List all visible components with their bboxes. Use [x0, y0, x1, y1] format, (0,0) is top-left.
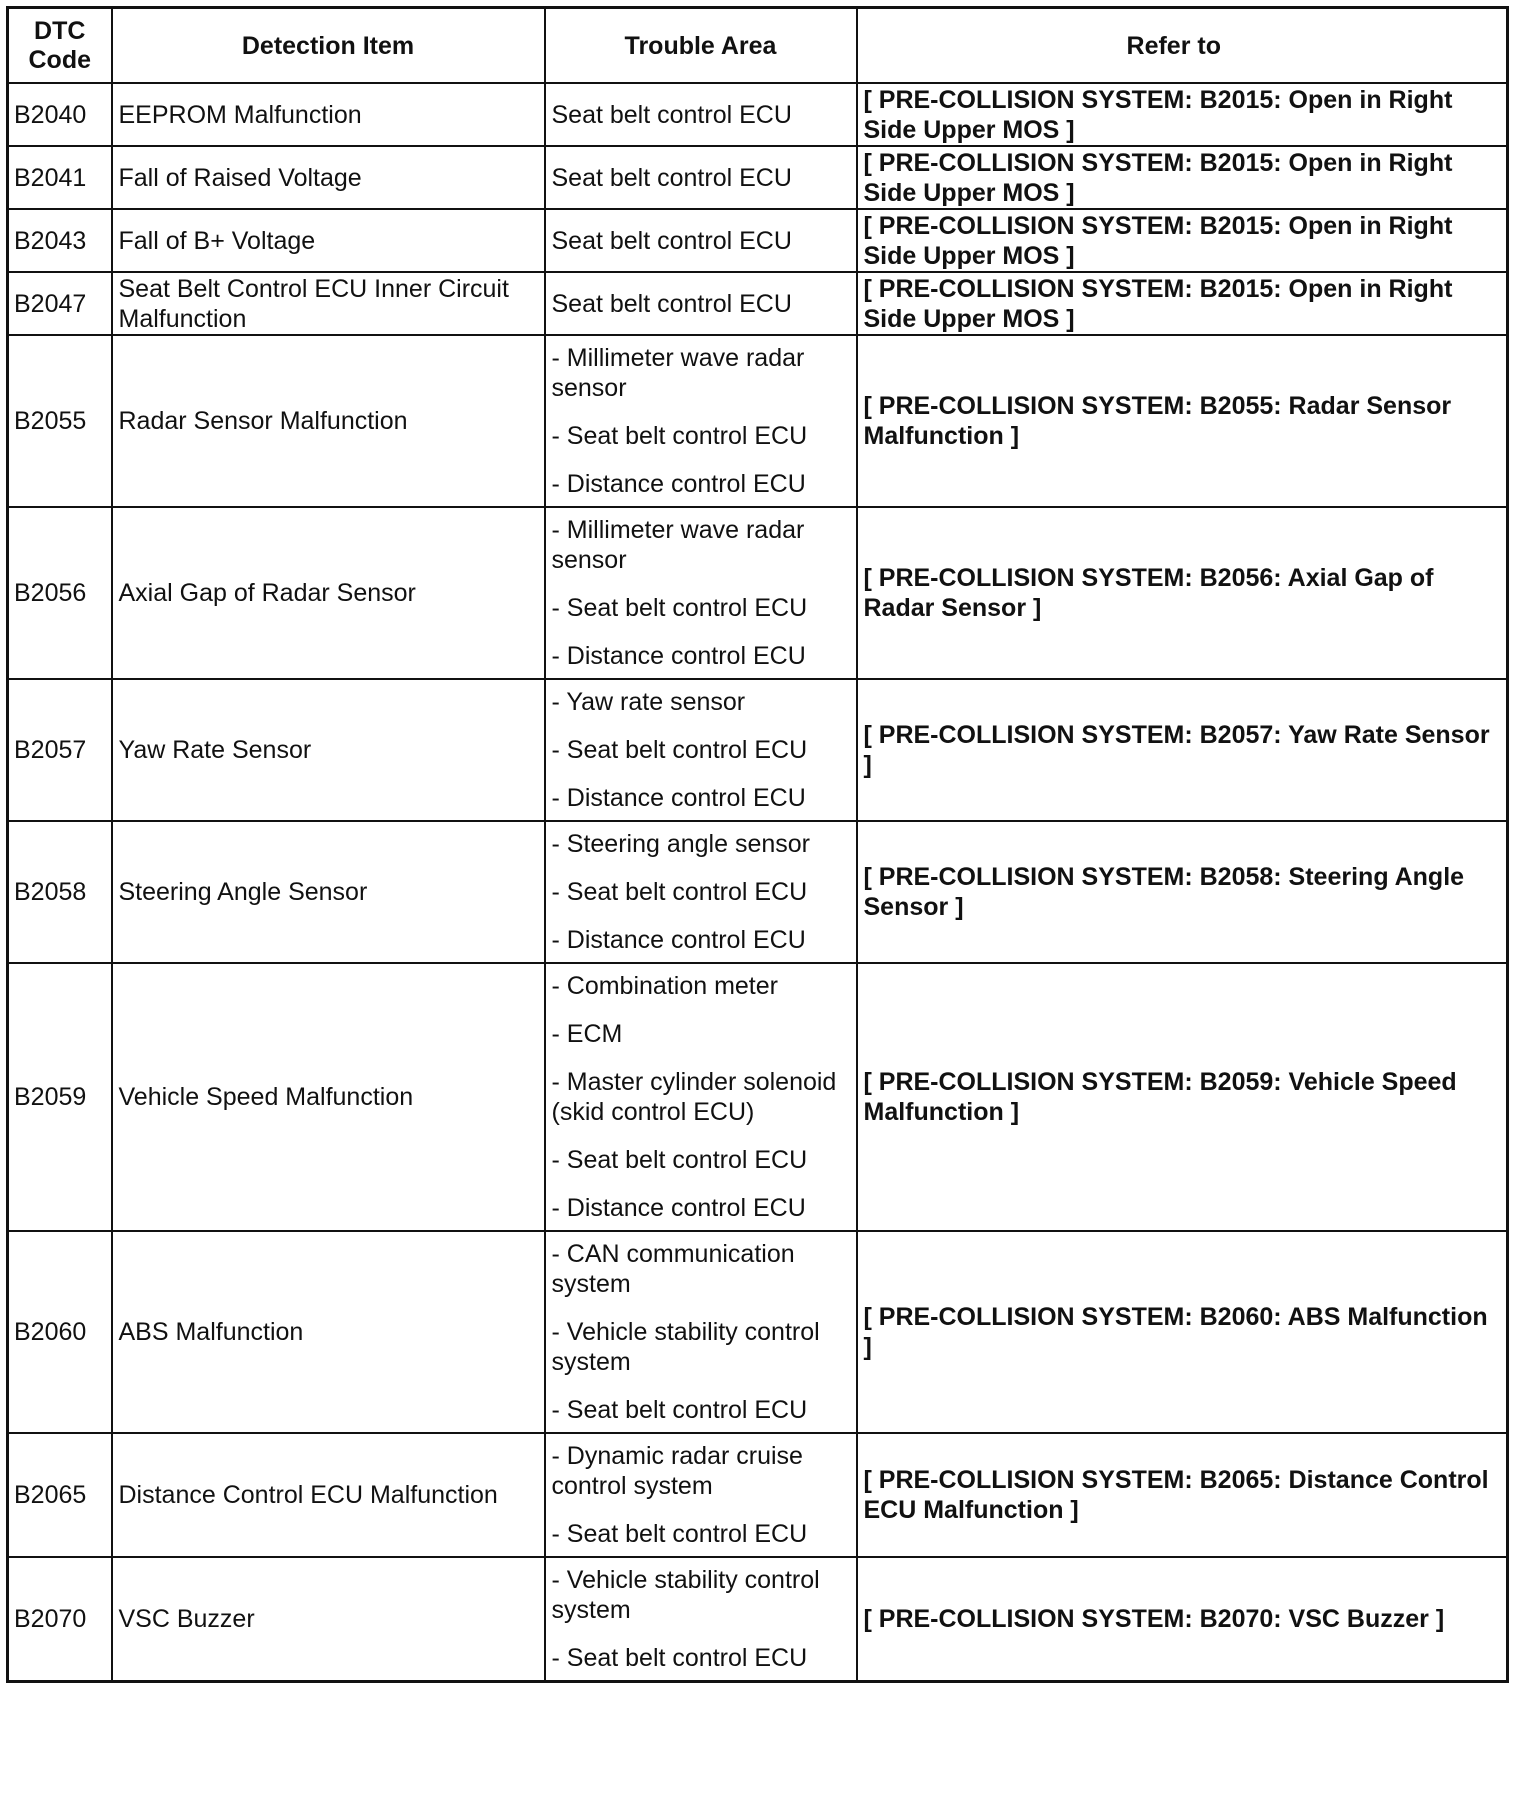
- trouble-area-item: - Seat belt control ECU: [551, 1146, 808, 1174]
- header-refer-to-label: Refer to: [1126, 31, 1221, 60]
- trouble-area-cell: [545, 146, 857, 209]
- trouble-area-item: - Seat belt control ECU: [551, 422, 808, 450]
- trouble-area-item: - CAN communication system: [551, 1240, 795, 1298]
- table-row: [8, 146, 1508, 209]
- trouble-area-cell: [545, 83, 857, 146]
- trouble-area-cell: [545, 821, 857, 963]
- refer-to-link[interactable]: [ PRE-COLLISION SYSTEM: B2056: Axial Gap of Radar Sensor ]: [857, 507, 1508, 679]
- trouble-area-item: - Master cylinder solenoid (skid control ECU): [551, 1068, 837, 1126]
- trouble-area-list: [552, 822, 850, 962]
- detection-item-cell: Vehicle Speed Malfunction: [112, 963, 545, 1231]
- trouble-area-item: - Seat belt control ECU: [551, 878, 808, 906]
- table-row: [8, 209, 1508, 272]
- trouble-area-item: - Seat belt control ECU: [551, 1396, 808, 1424]
- trouble-area-item: - Dynamic radar cruise control system: [551, 1442, 803, 1500]
- header-trouble-area-label: Trouble Area: [624, 31, 777, 60]
- refer-to-link[interactable]: [ PRE-COLLISION SYSTEM: B2059: Vehicle Speed Malfunction ]: [857, 963, 1508, 1231]
- trouble-area-item: - Distance control ECU: [551, 926, 806, 954]
- detection-item-cell: Radar Sensor Malfunction: [112, 335, 545, 507]
- detection-item-cell: Distance Control ECU Malfunction: [112, 1433, 545, 1557]
- refer-to-link[interactable]: [ PRE-COLLISION SYSTEM: B2058: Steering Angle Sensor ]: [857, 821, 1508, 963]
- refer-to-link[interactable]: [ PRE-COLLISION SYSTEM: B2070: VSC Buzzer ]: [857, 1557, 1508, 1682]
- trouble-area-item: - Seat belt control ECU: [551, 594, 808, 622]
- trouble-area-item: Seat belt control ECU: [551, 226, 792, 255]
- dtc-code-cell: B2058: [8, 821, 112, 963]
- dtc-code-cell: B2041: [8, 146, 112, 209]
- table-row: [8, 272, 1508, 335]
- refer-to-link[interactable]: [ PRE-COLLISION SYSTEM: B2057: Yaw Rate Sensor ]: [857, 679, 1508, 821]
- header-refer-to: [857, 8, 1508, 84]
- dtc-code-cell: B2059: [8, 963, 112, 1231]
- trouble-area-item: Seat belt control ECU: [551, 100, 792, 129]
- trouble-area-list: [552, 336, 850, 506]
- trouble-area-list: [552, 680, 850, 820]
- dtc-code-cell: B2056: [8, 507, 112, 679]
- dtc-code-cell: B2070: [8, 1557, 112, 1682]
- trouble-area-cell: [545, 679, 857, 821]
- trouble-area-item: - Distance control ECU: [551, 470, 806, 498]
- table-row: [8, 963, 1508, 1231]
- table-row: [8, 507, 1508, 679]
- trouble-area-item: - Vehicle stability control system: [551, 1566, 820, 1624]
- trouble-area-item: - ECM: [551, 1020, 623, 1048]
- refer-to-link[interactable]: [ PRE-COLLISION SYSTEM: B2060: ABS Malfunction ]: [857, 1231, 1508, 1433]
- table-row: [8, 821, 1508, 963]
- header-dtc-code-label: DTC Code: [28, 16, 91, 74]
- trouble-area-item: - Millimeter wave radar sensor: [551, 516, 805, 574]
- detection-item-cell: EEPROM Malfunction: [112, 83, 545, 146]
- trouble-area-list: [552, 508, 850, 678]
- trouble-area-cell: [545, 335, 857, 507]
- trouble-area-item: - Millimeter wave radar sensor: [551, 344, 805, 402]
- trouble-area-item: - Seat belt control ECU: [551, 736, 808, 764]
- header-trouble-area: [545, 8, 857, 84]
- header-dtc-code: [8, 8, 112, 84]
- table-row: [8, 83, 1508, 146]
- trouble-area-cell: [545, 209, 857, 272]
- dtc-code-cell: B2057: [8, 679, 112, 821]
- detection-item-cell: VSC Buzzer: [112, 1557, 545, 1682]
- trouble-area-item: - Steering angle sensor: [551, 830, 810, 858]
- trouble-area-item: - Yaw rate sensor: [551, 688, 746, 716]
- header-detection-item: [112, 8, 545, 84]
- trouble-area-cell: [545, 963, 857, 1231]
- detection-item-cell: Seat Belt Control ECU Inner Circuit Malfunction: [112, 272, 545, 335]
- trouble-area-item: Seat belt control ECU: [551, 289, 792, 318]
- trouble-area-list: [552, 964, 850, 1230]
- table-row: [8, 1433, 1508, 1557]
- table-row: [8, 1231, 1508, 1433]
- trouble-area-item: - Combination meter: [551, 972, 778, 1000]
- refer-to-link[interactable]: [ PRE-COLLISION SYSTEM: B2055: Radar Sensor Malfunction ]: [857, 335, 1508, 507]
- trouble-area-item: - Seat belt control ECU: [551, 1644, 808, 1672]
- trouble-area-item: - Distance control ECU: [551, 1194, 806, 1222]
- trouble-area-cell: [545, 1433, 857, 1557]
- dtc-code-cell: B2047: [8, 272, 112, 335]
- table-header-row: [8, 8, 1508, 84]
- refer-to-link[interactable]: [ PRE-COLLISION SYSTEM: B2015: Open in Right Side Upper MOS ]: [857, 209, 1508, 272]
- trouble-area-item: - Seat belt control ECU: [551, 1520, 808, 1548]
- header-detection-item-label: Detection Item: [241, 31, 415, 60]
- dtc-code-cell: B2055: [8, 335, 112, 507]
- detection-item-cell: Yaw Rate Sensor: [112, 679, 545, 821]
- trouble-area-item: Seat belt control ECU: [551, 163, 792, 192]
- trouble-area-item: - Distance control ECU: [551, 642, 806, 670]
- dtc-table: [6, 6, 1509, 1683]
- detection-item-cell: Axial Gap of Radar Sensor: [112, 507, 545, 679]
- table-row: [8, 335, 1508, 507]
- dtc-code-cell: B2040: [8, 83, 112, 146]
- table-body: [8, 83, 1508, 1682]
- table-row: [8, 679, 1508, 821]
- detection-item-cell: Fall of B+ Voltage: [112, 209, 545, 272]
- refer-to-link[interactable]: [ PRE-COLLISION SYSTEM: B2065: Distance Control ECU Malfunction ]: [857, 1433, 1508, 1557]
- detection-item-cell: Fall of Raised Voltage: [112, 146, 545, 209]
- trouble-area-list: [552, 1558, 850, 1680]
- refer-to-link[interactable]: [ PRE-COLLISION SYSTEM: B2015: Open in Right Side Upper MOS ]: [857, 272, 1508, 335]
- trouble-area-item: - Distance control ECU: [551, 784, 806, 812]
- trouble-area-cell: [545, 1557, 857, 1682]
- dtc-code-cell: B2043: [8, 209, 112, 272]
- detection-item-cell: Steering Angle Sensor: [112, 821, 545, 963]
- trouble-area-cell: [545, 1231, 857, 1433]
- dtc-code-cell: B2065: [8, 1433, 112, 1557]
- trouble-area-item: - Vehicle stability control system: [551, 1318, 820, 1376]
- refer-to-link[interactable]: [ PRE-COLLISION SYSTEM: B2015: Open in Right Side Upper MOS ]: [857, 83, 1508, 146]
- trouble-area-list: [552, 1232, 850, 1432]
- table-row: [8, 1557, 1508, 1682]
- detection-item-cell: ABS Malfunction: [112, 1231, 545, 1433]
- refer-to-link[interactable]: [ PRE-COLLISION SYSTEM: B2015: Open in Right Side Upper MOS ]: [857, 146, 1508, 209]
- trouble-area-list: [552, 1434, 850, 1556]
- trouble-area-cell: [545, 272, 857, 335]
- trouble-area-cell: [545, 507, 857, 679]
- dtc-code-cell: B2060: [8, 1231, 112, 1433]
